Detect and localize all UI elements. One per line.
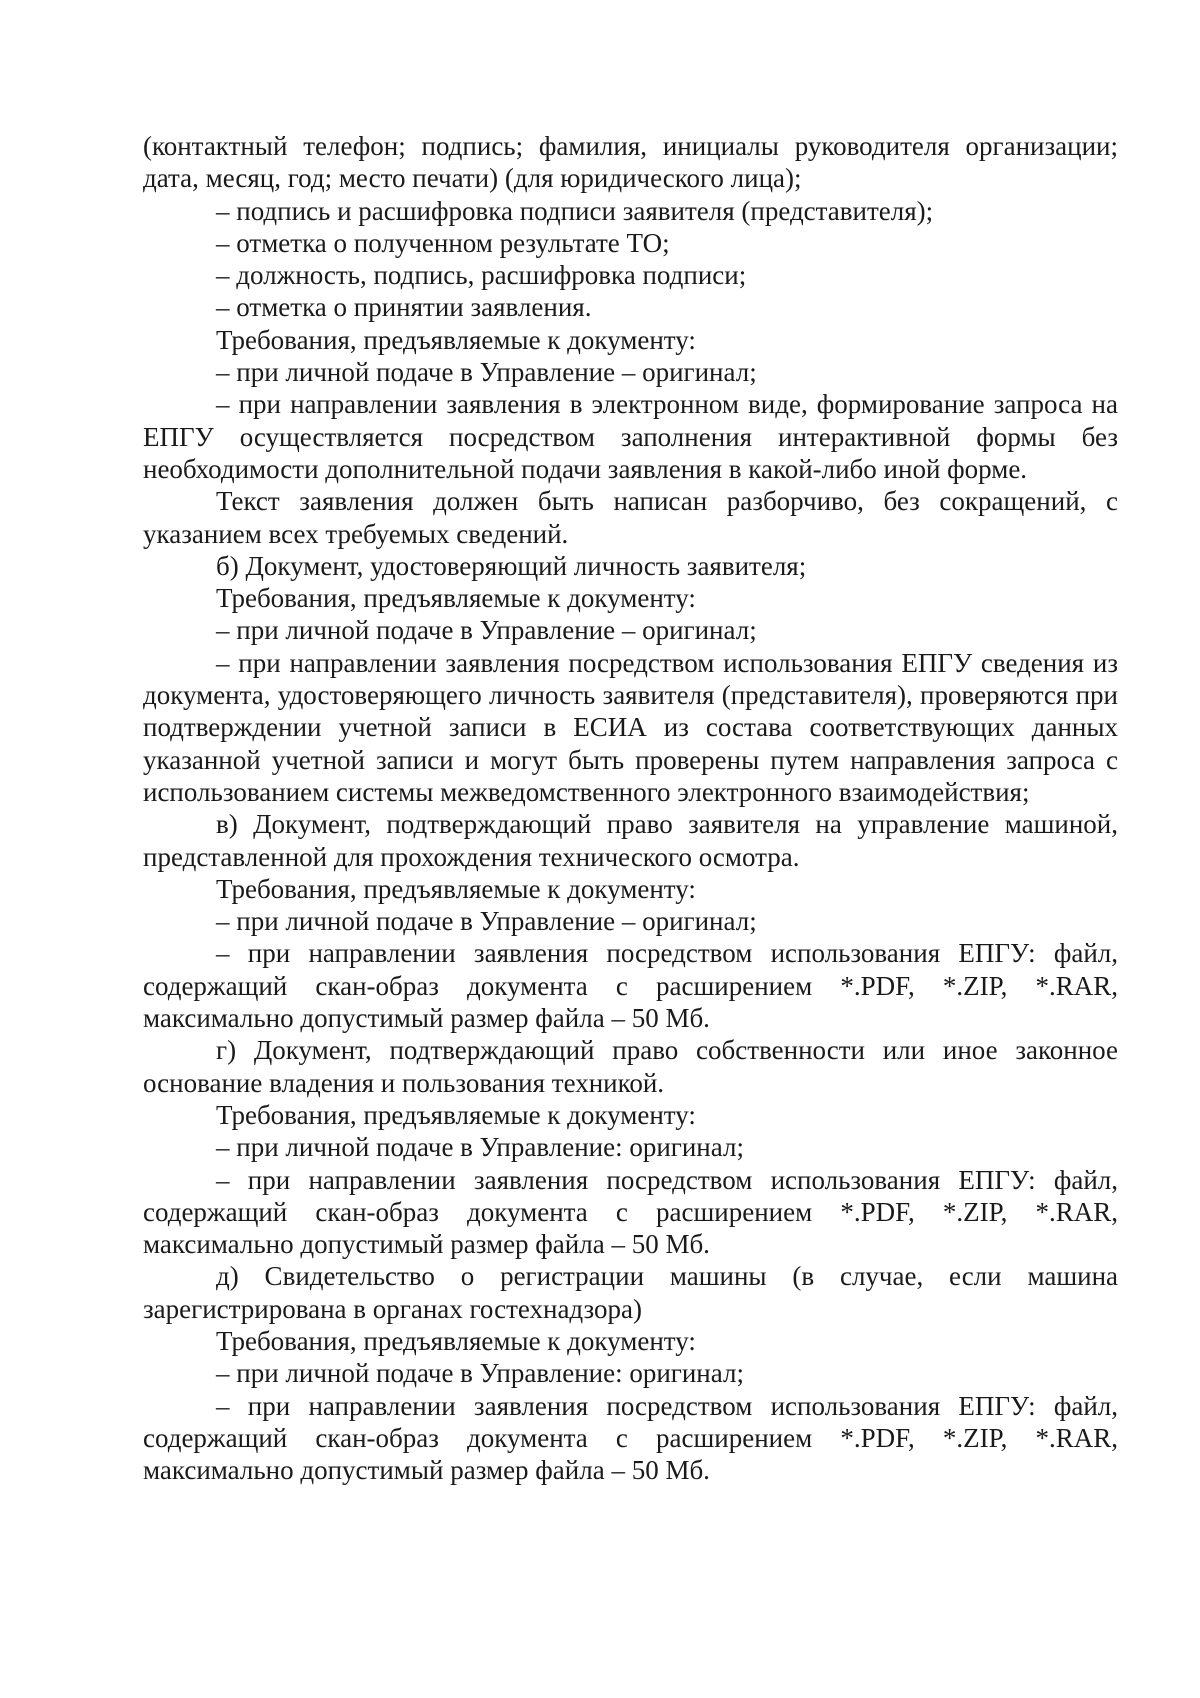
paragraph-list-item: – при направлении заявления посредством использования ЕПГУ: файл, содержащий скан-образ документа с расширением *.PDF, *.ZIP, *.RAR, максимально допустимый размер файла – 50 Мб. bbox=[143, 938, 1118, 1034]
paragraph-section-item: д) Свидетельство о регистрации машины (в случае, если машина зарегистрирована в органах гостехнадзора) bbox=[143, 1261, 1118, 1324]
paragraph-list-item: – при направлении заявления посредством использования ЕПГУ: файл, содержащий скан-образ документа с расширением *.PDF, *.ZIP, *.RAR, максимально допустимый размер файла – 50 Мб. bbox=[143, 1164, 1118, 1260]
paragraph-list-item: – при личной подаче в Управление – оригинал; bbox=[216, 615, 757, 646]
paragraph-text: Текст заявления должен быть написан разборчиво, без сокращений, с указанием всех требуемых сведений. bbox=[143, 486, 1118, 549]
paragraph-list-item: – при направлении заявления посредством использования ЕПГУ: файл, содержащий скан-образ документа с расширением *.PDF, *.ZIP, *.RAR, максимально допустимый размер файла – 50 Мб. bbox=[143, 1390, 1118, 1486]
paragraph-list-item: – при личной подаче в Управление: оригинал; bbox=[216, 1358, 744, 1389]
paragraph-list-item: – при направлении заявления посредством использования ЕПГУ сведения из документа, удостоверяющего личность заявителя (представителя), проверяются при подтверждении учетной записи в ЕСИА из состава соответствующих данных указанной учетной записи и могут быть проверены путем направления запроса с использованием системы межведомственного электронного взаимодействия; bbox=[143, 647, 1118, 807]
paragraph-list-item: – должность, подпись, расшифровка подписи; bbox=[216, 260, 747, 291]
paragraph-requirements-heading: Требования, предъявляемые к документу: bbox=[216, 873, 696, 904]
paragraph-requirements-heading: Требования, предъявляемые к документу: bbox=[216, 1325, 696, 1356]
paragraph-section-item: б) Документ, удостоверяющий личность заявителя; bbox=[216, 550, 807, 581]
paragraph-list-item: – при личной подаче в Управление – оригинал; bbox=[216, 906, 757, 937]
paragraph-list-item: – отметка о принятии заявления. bbox=[216, 292, 592, 323]
paragraph-list-item: – при личной подаче в Управление – оригинал; bbox=[216, 357, 757, 388]
paragraph-requirements-heading: Требования, предъявляемые к документу: bbox=[216, 583, 696, 614]
paragraph-continuation: (контактный телефон; подпись; фамилия, инициалы руководителя организации; дата, месяц, год; место печати) (для юридического лица); bbox=[143, 131, 1118, 194]
paragraph-requirements-heading: Требования, предъявляемые к документу: bbox=[216, 1099, 696, 1130]
paragraph-section-item: г) Документ, подтверждающий право собственности или иное законное основание владения и пользования техникой. bbox=[143, 1035, 1118, 1098]
paragraph-section-item: в) Документ, подтверждающий право заявителя на управление машиной, представленной для прохождения технического осмотра. bbox=[143, 809, 1118, 872]
paragraph-list-item: – отметка о полученном результате ТО; bbox=[216, 227, 670, 258]
paragraph-requirements-heading: Требования, предъявляемые к документу: bbox=[216, 324, 696, 355]
paragraph-list-item: – при направлении заявления в электронном виде, формирование запроса на ЕПГУ осуществляется посредством заполнения интерактивной формы без необходимости дополнительной подачи заявления в какой-либо иной форме. bbox=[143, 389, 1118, 484]
paragraph-list-item: – подпись и расшифровка подписи заявителя (представителя); bbox=[216, 195, 934, 226]
paragraph-list-item: – при личной подаче в Управление: оригинал; bbox=[216, 1132, 744, 1163]
document-body bbox=[143, 130, 1118, 1486]
